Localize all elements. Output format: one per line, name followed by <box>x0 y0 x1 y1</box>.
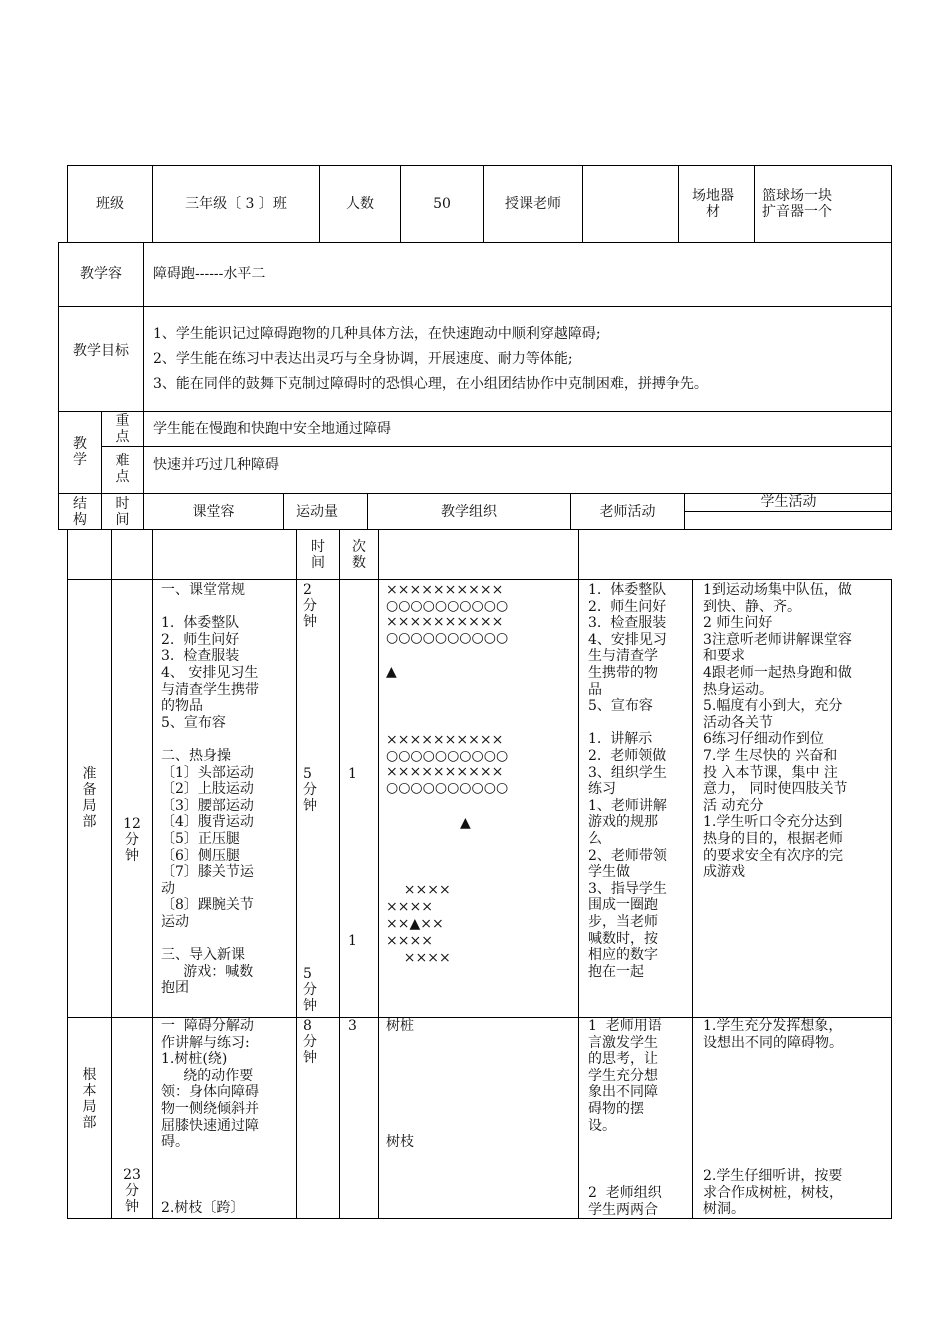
main-teacher1-line: 言激发学生 <box>588 1034 658 1051</box>
formation-2-row-2: ○○○○○○○○○○ <box>386 748 509 764</box>
prep-teacher-line: 么 <box>588 831 602 847</box>
col-load: 运动量 <box>296 504 338 520</box>
prep-content-line: 二、热身操 <box>161 748 231 764</box>
key-group-label-1: 教 <box>73 436 87 452</box>
prep-teacher-line: 2. 师生问好 <box>588 598 667 615</box>
prep-section-3: 局 <box>82 798 97 814</box>
prep-teacher-line: 1、老师讲解 <box>588 797 667 814</box>
prep-teacher-line: 4、安排见习 <box>588 631 667 648</box>
circle-row-1: ×××× <box>386 882 451 898</box>
col-teacher-activity: 老师活动 <box>599 504 656 520</box>
prep-content-line: 5、宣布容 <box>161 714 226 731</box>
teacher-label: 授课老师 <box>505 196 561 212</box>
circle-row-2: ×××× <box>386 899 433 915</box>
key-label-1: 重 <box>115 413 130 429</box>
main-duration-1: 23 <box>123 1167 141 1183</box>
prep-content-line: 一、课堂常规 <box>161 582 245 598</box>
prep-student-line: 活动各关节 <box>703 714 773 731</box>
main-count1: 3 <box>348 1018 357 1034</box>
prep-student-line: 3注意听老师讲解课堂容 <box>703 631 852 648</box>
prep-count2: 1 <box>348 933 357 949</box>
prep-time1-2: 分 <box>303 598 317 614</box>
prep-section-2: 备 <box>82 782 97 798</box>
prep-teacher-line: 围成一圈跑 <box>588 897 658 914</box>
prep-teacher-line: 练习 <box>588 781 616 798</box>
prep-student-line: 7.学 生尽快的 兴奋和 <box>703 748 838 764</box>
diff-label-1: 难 <box>115 453 130 469</box>
prep-time2-1: 5 <box>303 766 312 782</box>
prep-student-line: 6练习仔细动作到位 <box>703 731 824 748</box>
main-content-line: 1.树桩(绕) <box>161 1051 228 1068</box>
teacher-marker-2: ▲ <box>460 815 471 831</box>
main-teacher1-line: 设。 <box>588 1117 616 1134</box>
prep-student-line: 投 入本节课，集中 注 <box>703 764 838 781</box>
main-section-1: 根 <box>82 1067 97 1083</box>
main-time1-1: 8 <box>303 1018 312 1034</box>
class-label: 班级 <box>96 196 124 212</box>
prep-content-line: 动 <box>161 880 175 897</box>
main-teacher1-line: 的思考，让 <box>588 1051 658 1068</box>
prep-content-line: 〔7〕膝关节运 <box>161 864 254 881</box>
main-teacher2-line: 2 老师组织 <box>588 1185 662 1201</box>
venue-value-line2: 扩音器一个 <box>762 204 832 220</box>
prep-student-line: 和要求 <box>703 648 745 665</box>
col-organization: 教学组织 <box>441 504 497 520</box>
prep-time1-3: 钟 <box>303 614 317 630</box>
prep-content-line: 的物品 <box>161 698 203 715</box>
main-teacher2-line: 学生两两合 <box>588 1201 658 1218</box>
content-value: 障碍跑------水平二 <box>153 266 266 282</box>
prep-content-line: 抱团 <box>161 980 189 997</box>
goal-line-2: 2、学生能在练习中表达出灵巧与全身协调，开展速度、耐力等体能; <box>153 351 573 367</box>
prep-content-line: 运动 <box>161 914 189 930</box>
prep-teacher-line: 步，当老师 <box>588 914 658 930</box>
prep-student-line: 5.幅度有小到大，充分 <box>703 698 843 715</box>
main-content-line: 作讲解与练习: <box>161 1034 250 1051</box>
prep-content-line: 〔4〕腹背运动 <box>161 814 254 831</box>
main-content-line: 一 障碍分解动 <box>161 1018 254 1034</box>
goal-line-1: 1、学生能识记过障碍跑物的几种具体方法，在快速跑动中顺利穿越障碍; <box>153 326 601 342</box>
prep-student-line: 热身运动。 <box>703 681 773 698</box>
main-content-line: 领：身体向障碍 <box>161 1084 259 1101</box>
circle-row-5: ×××× <box>386 950 451 966</box>
col-time-2: 间 <box>115 512 130 528</box>
count-label: 人数 <box>346 196 374 212</box>
col-content: 课堂容 <box>192 504 235 520</box>
goal-line-3: 3、能在同伴的鼓舞下克制过障碍时的恐惧心理，在小组团结协作中克制困难，拼搏争先。 <box>153 376 708 392</box>
prep-content-line: 〔5〕正压腿 <box>161 831 240 847</box>
prep-teacher-line: 相应的数字 <box>588 947 658 964</box>
formation-1-row-4: ○○○○○○○○○○ <box>386 630 509 646</box>
prep-time1-1: 2 <box>303 582 312 598</box>
circle-row-4: ×××× <box>386 933 433 949</box>
prep-teacher-line: 生与清查学 <box>588 648 658 665</box>
key-group-label-2: 学 <box>73 452 87 468</box>
prep-teacher-line: 游戏的规那 <box>588 814 658 831</box>
diff-label-2: 点 <box>115 469 130 485</box>
prep-duration-3: 钟 <box>125 848 139 864</box>
prep-student-line: 活 动充分 <box>703 797 764 814</box>
main-teacher1-line: 学生充分想 <box>588 1067 658 1084</box>
prep-teacher-line: 生携带的物 <box>588 665 658 681</box>
prep-teacher-line: 3. 检查服装 <box>588 615 667 632</box>
prep-content-line: 1. 体委整队 <box>161 615 240 632</box>
main-duration-3: 钟 <box>125 1199 139 1215</box>
main-student1-line: 设想出不同的障碍物。 <box>703 1034 843 1051</box>
venue-label-line1: 场地器 <box>692 188 734 204</box>
prep-time3-2: 分 <box>303 982 317 998</box>
prep-content-line: 与清查学生携带 <box>161 681 259 698</box>
col-structure-1: 结 <box>73 496 87 512</box>
content-label: 教学容 <box>80 266 122 282</box>
main-section-2: 本 <box>82 1083 97 1099</box>
prep-teacher-line: 学生做 <box>588 864 630 881</box>
prep-section-1: 准 <box>82 766 97 782</box>
prep-student-line: 2 师生问好 <box>703 615 773 632</box>
formation-1-row-3: ×××××××××× <box>386 614 504 630</box>
prep-teacher-line: 5、宣布容 <box>588 698 653 715</box>
prep-student-line: 1.学生听口令充分达到 <box>703 814 843 831</box>
prep-section-4: 部 <box>82 814 97 830</box>
prep-student-line: 成游戏 <box>703 864 745 881</box>
main-section-4: 部 <box>82 1115 97 1131</box>
venue-value-line1: 篮球场一块 <box>762 188 832 204</box>
main-content-line: 绕的动作要 <box>161 1067 254 1084</box>
prep-content-line: 游戏：喊数 <box>161 963 254 980</box>
main-student2-line: 求合作成树桩，树枝， <box>703 1184 843 1201</box>
prep-student-line: 1到运动场集中队伍，做 <box>703 582 852 598</box>
formation-1-row-2: ○○○○○○○○○○ <box>386 598 509 614</box>
sub-count-1: 次 <box>352 539 366 555</box>
prep-time3-1: 5 <box>303 966 312 982</box>
main-student2-line: 2.学生仔细听讲，按要 <box>703 1168 843 1184</box>
sub-count-2: 数 <box>352 555 366 571</box>
prep-content-line: 4、 安排见习生 <box>161 665 259 681</box>
count-value: 50 <box>433 196 451 212</box>
prep-duration-1: 12 <box>123 816 141 832</box>
prep-teacher-line: 1. 体委整队 <box>588 582 667 598</box>
class-value: 三年级〔 3 〕班 <box>185 196 287 212</box>
prep-teacher-line: 3、组织学生 <box>588 764 667 781</box>
main-content-line: 碍。 <box>161 1134 189 1151</box>
formation-2-row-4: ○○○○○○○○○○ <box>386 780 509 796</box>
teacher-marker-1: ▲ <box>386 664 397 680</box>
main-org-2: 树枝 <box>386 1134 414 1150</box>
prep-content-line: 3. 检查服装 <box>161 648 240 665</box>
prep-content-line: 〔3〕腰部运动 <box>161 797 254 814</box>
diff-value: 快速并巧过几种障碍 <box>153 457 279 473</box>
prep-content-line: 〔8〕踝腕关节 <box>161 897 254 914</box>
prep-duration-2: 分 <box>125 832 139 848</box>
main-student2-line: 树洞。 <box>703 1201 745 1218</box>
prep-time3-3: 钟 <box>303 998 317 1014</box>
col-structure-2: 构 <box>73 512 87 528</box>
prep-student-line: 热身的目的，根据老师 <box>703 831 843 847</box>
formation-2-row-1: ×××××××××× <box>386 732 504 748</box>
prep-student-line: 4跟老师一起热身跑和做 <box>703 665 852 681</box>
main-time1-2: 分 <box>303 1034 317 1050</box>
prep-teacher-line: 3、指导学生 <box>588 880 667 897</box>
circle-row-3: ××▲×× <box>386 916 444 932</box>
col-student-activity: 学生活动 <box>760 494 817 510</box>
prep-teacher-line: 喊数时，按 <box>588 930 658 947</box>
prep-content-line: 三、导入新课 <box>161 947 245 964</box>
main-student1-line: 1.学生充分发挥想象， <box>703 1018 843 1034</box>
formation-1-row-1: ×××××××××× <box>386 582 504 598</box>
prep-time2-3: 钟 <box>303 798 317 814</box>
prep-content-line: 〔2〕上肢运动 <box>161 781 254 798</box>
main-teacher1-line: 碍物的摆 <box>588 1101 644 1117</box>
col-time-1: 时 <box>115 496 130 512</box>
prep-content-line: 2. 师生问好 <box>161 631 240 648</box>
prep-teacher-line: 2、老师带领 <box>588 847 667 864</box>
key-value: 学生能在慢跑和快跑中安全地通过障碍 <box>153 421 391 437</box>
main-duration-2: 分 <box>125 1183 139 1199</box>
main-content-tail: 2.树枝〔跨〕 <box>161 1200 245 1216</box>
sub-time-2: 间 <box>311 555 325 571</box>
main-teacher1-line: 象出不同障 <box>588 1084 658 1101</box>
goals-label: 教学目标 <box>73 343 129 359</box>
main-teacher1-line: 1 老师用语 <box>588 1018 662 1034</box>
prep-teacher-line: 品 <box>588 681 602 698</box>
venue-label-line2: 材 <box>706 204 720 220</box>
sub-time-1: 时 <box>311 539 325 555</box>
main-time1-3: 钟 <box>303 1050 317 1066</box>
prep-teacher-line: 1. 讲解示 <box>588 731 653 748</box>
prep-student-line: 到快、静、齐。 <box>703 598 801 615</box>
main-org-1: 树桩 <box>386 1018 414 1034</box>
prep-content-line: 〔1〕头部运动 <box>161 764 254 781</box>
prep-student-line: 的要求安全有次序的完 <box>703 847 843 864</box>
prep-teacher-line: 2. 老师领做 <box>588 748 667 764</box>
main-section-3: 局 <box>82 1099 97 1115</box>
key-label-2: 点 <box>115 429 130 445</box>
main-content-line: 物一侧绕倾斜并 <box>161 1101 259 1117</box>
prep-student-line: 意力， 同时使四肢关节 <box>703 781 848 798</box>
prep-count1: 1 <box>348 766 357 782</box>
prep-time2-2: 分 <box>303 782 317 798</box>
prep-content-line: 〔6〕侧压腿 <box>161 847 240 864</box>
prep-teacher-line: 抱在一起 <box>588 963 644 980</box>
formation-2-row-3: ×××××××××× <box>386 764 504 780</box>
main-content-line: 屈膝快速通过障 <box>161 1117 259 1134</box>
